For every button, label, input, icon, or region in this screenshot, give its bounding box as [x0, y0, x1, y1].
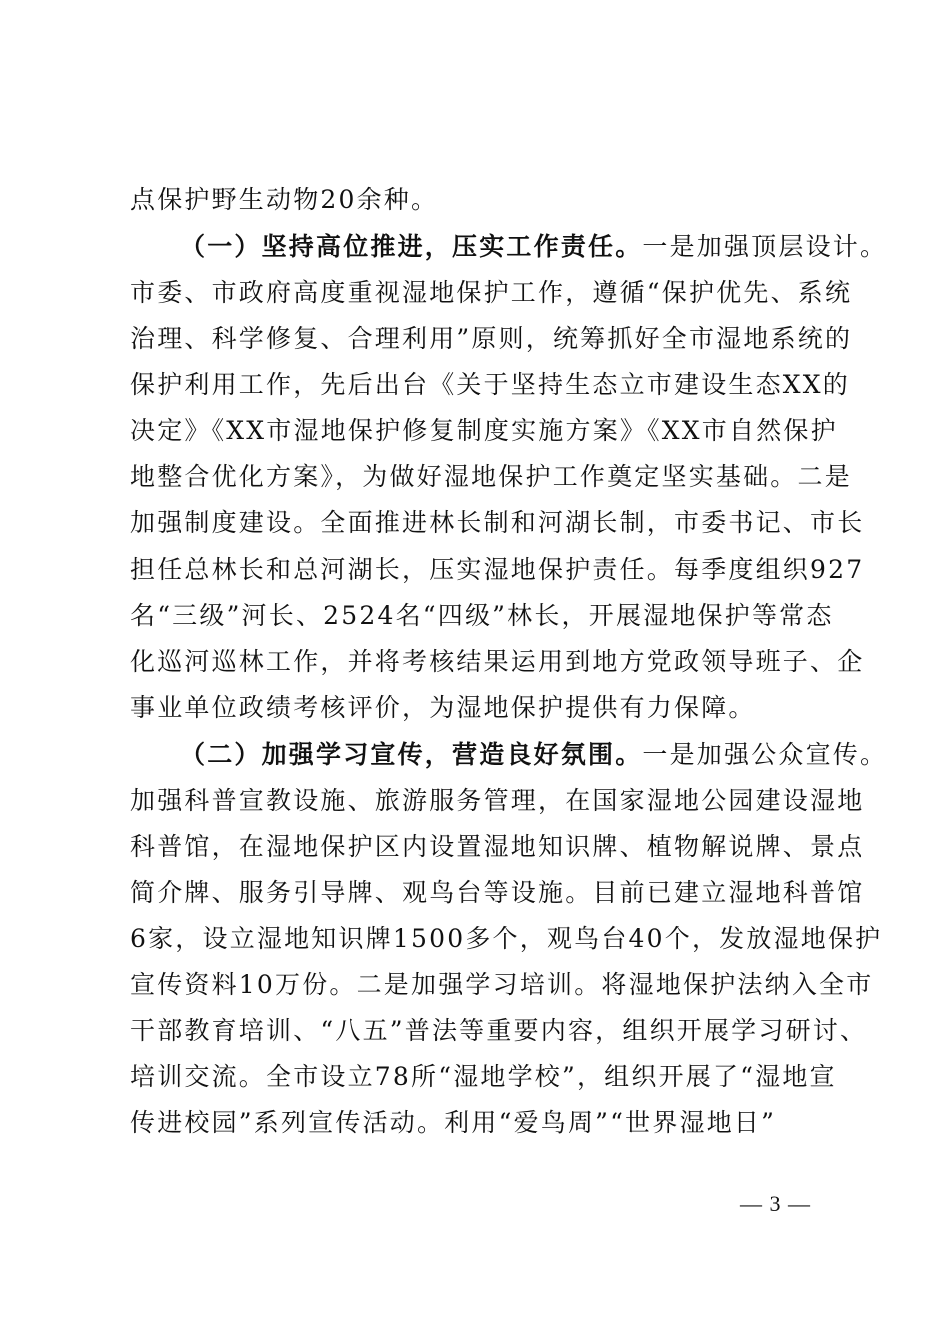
text-line-13: [180, 740, 887, 770]
text-line-20: 培训交流。全市设立78所“湿地学校”，组织开展了“湿地宣: [130, 1062, 837, 1091]
page-number: — 3 —: [740, 1191, 811, 1216]
section-heading-2: （二）加强学习宣传，营造良好氛围。: [180, 740, 643, 769]
text-line-7: 地整合优化方案》，为做好湿地保护工作奠定坚实基础。二是: [130, 462, 852, 491]
text-line-2: [180, 232, 887, 262]
text-line-12: 事业单位政绩考核评价，为湿地保护提供有力保障。: [130, 693, 756, 722]
text-line-19: 干部教育培训、“八五”普法等重要内容，组织开展学习研讨、: [130, 1016, 868, 1045]
section-heading-1: （一）坚持高位推进，压实工作责任。: [180, 232, 643, 261]
text-line-17: 6家，设立湿地知识牌1500多个，观鸟台40个，发放湿地保护: [130, 924, 883, 953]
text-line-8: 加强制度建设。全面推进林长制和河湖长制，市委书记、市长: [130, 508, 865, 537]
text-line-21: 传进校园”系列宣传活动。利用“爱鸟周”“世界湿地日”: [130, 1108, 777, 1137]
text-line-16: 简介牌、服务引导牌、观鸟台等设施。目前已建立湿地科普馆: [130, 878, 865, 907]
text-line-10: 名“三级”河长、2524名“四级”林长，开展湿地保护等常态: [130, 601, 834, 630]
text-line-18: 宣传资料10万份。二是加强学习培训。将湿地保护法纳入全市: [130, 970, 874, 999]
text-line-3: 市委、市政府高度重视湿地保护工作，遵循“保护优先、系统: [130, 278, 853, 307]
text-line-4: 治理、科学修复、合理利用”原则，统筹抓好全市湿地系统的: [130, 324, 853, 353]
text-line-1: 点保护野生动物20余种。: [130, 185, 439, 214]
text-line-11: 化巡河巡林工作，并将考核结果运用到地方党政领导班子、企: [130, 647, 865, 676]
text-line-5: 保护利用工作，先后出台《关于坚持生态立市建设生态XX的: [130, 370, 850, 399]
text-line-13-rest: 一是加强公众宣传。: [642, 740, 888, 769]
text-line-14: 加强科普宣教设施、旅游服务管理，在国家湿地公园建设湿地: [130, 786, 865, 815]
text-line-6: 决定》《XX市湿地保护修复制度实施方案》《XX市自然保护: [130, 416, 838, 445]
text-line-9: 担任总林长和总河湖长，压实湿地保护责任。每季度组织927: [130, 555, 865, 584]
text-line-15: 科普馆，在湿地保护区内设置湿地知识牌、植物解说牌、景点: [130, 832, 865, 861]
text-line-2-rest: 一是加强顶层设计。: [642, 232, 888, 261]
